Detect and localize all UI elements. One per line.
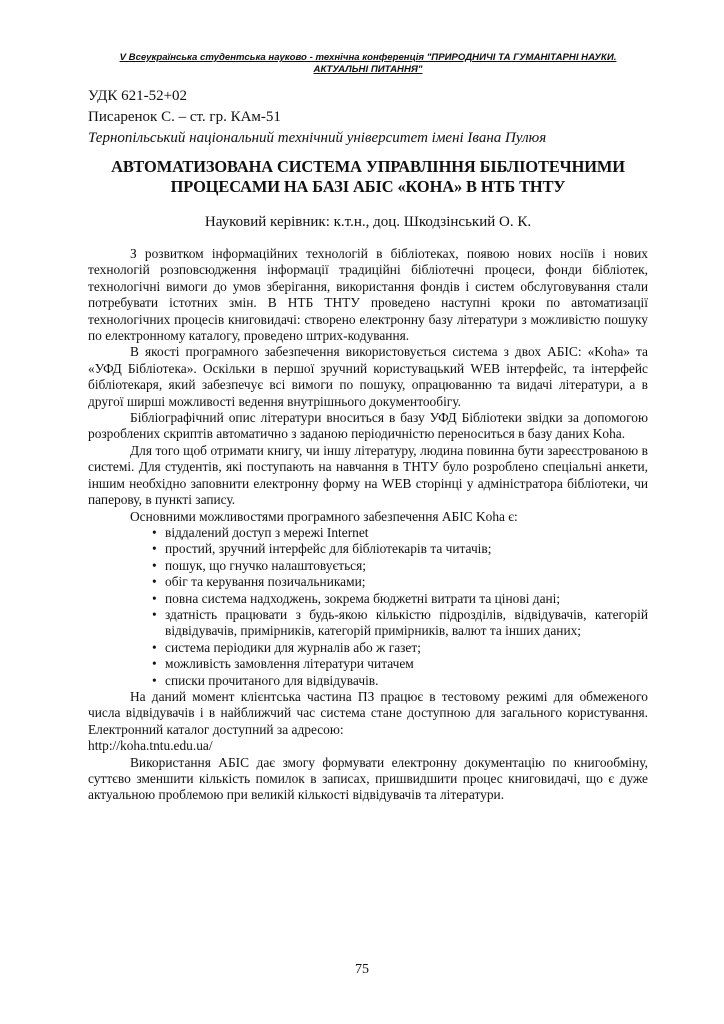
list-item: • здатність працювати з будь-якою кількістю підрозділів, відвідувачів, категорій відвідувачів, примірників, категорій примірників, валют та інших даних; (152, 606, 648, 639)
bullet-icon: • (152, 639, 157, 655)
list-item: • можливість замовлення літератури читачем (152, 656, 414, 672)
advisor-line: Науковий керівник: к.т.н., доц. Шкодзінський О. К. (204, 214, 532, 230)
article-body (88, 246, 648, 804)
conference-header (88, 52, 648, 76)
article-title-line1: АВТОМАТИЗОВАНА СИСТЕМА УПРАВЛІННЯ БІБЛІОТЕЧНИМИ (111, 157, 625, 176)
conference-header-line2: АКТУАЛЬНІ ПИТАННЯ" (313, 64, 423, 75)
bullet-icon: • (152, 656, 157, 672)
list-item: • віддалений доступ з мережі Internet (152, 524, 369, 540)
list-item: • пошук, що гнучко налаштовується; (152, 557, 367, 573)
university-line: Тернопільський національний технічний університет імені Івана Пулюя (88, 130, 547, 146)
list-item: • простий, зручний інтерфейс для бібліотекарів та читачів; (152, 541, 492, 557)
article-meta (88, 86, 648, 149)
paragraph-3: Бібліографічний опис літератури вноситься в базу УФД Бібліотеки звідки за допомогою розроблених скриптів автоматично з заданою періодичністю переноситься в базу даних Koha. (88, 410, 648, 442)
bullet-icon: • (152, 541, 157, 557)
article-title-line2: ПРОЦЕСАМИ НА БАЗІ АБІС «КОНА» В НТБ ТНТУ (170, 177, 566, 196)
paragraph-5: Основними можливостями програмного забезпечення АБІС Koha є: (130, 508, 518, 524)
bullet-icon: • (152, 574, 157, 590)
bullet-icon: • (152, 557, 157, 573)
catalog-url[interactable]: http://koha.tntu.edu.ua/ (88, 738, 213, 754)
list-item: • списки прочитаного для відвідувачів. (152, 672, 379, 688)
bullet-icon: • (152, 590, 157, 606)
author-line: Писаренок С. – ст. гр. КАм-51 (88, 109, 281, 125)
page-number: 75 (355, 962, 369, 977)
paragraph-2: В якості програмного забезпечення використовується система з двох АБІС: «Koha» та «УФД Бібліотека». Оскільки в першої зручний користувацький WEB інтерфейс, та інтерфейс бібліотекаря, який забезпечує всі вимоги по пошуку, опрацюванню та видачі літератури, а в другої ширші можливості ведення внутрішнього документообігу. (88, 344, 648, 409)
list-item: • обіг та керування позичальниками; (152, 574, 366, 590)
paragraph-1: З розвитком інформаційних технологій в бібліотеках, появою нових носіїв і нових технологій розповсюдження інформації традиційні бібліотечні процеси, фонди бібліотек, технологічні вимоги до умов зберігання, використання фондів і систем обслуговування стали потребувати істотних змін. В НТБ ТНТУ проведено наступні кроки по автоматизації технологічних процесів книговидачі: створено електронну базу літератури з можливістю пошуку по електронному каталогу, проведено штрих-кодування. (88, 246, 648, 344)
paragraph-7: Використання АБІС дає змогу формувати електронну документацію по книгообміну, суттєво зменшити кількість помилок в записах, пришвидшити процес книговидачі, що є дуже актуальною проблемою при великій кількості відвідувачів та літератури. (88, 754, 648, 803)
bullet-icon: • (152, 672, 157, 688)
list-item: • система періодики для журналів або ж газет; (152, 639, 421, 655)
paragraph-6: На даний момент клієнтська частина ПЗ працює в тестовому режимі для обмеженого числа відвідувачів і в найближчий час система стане доступною для загального користування. Електронний каталог доступний за адресою: (88, 688, 648, 737)
features-list (88, 525, 648, 689)
article-title (88, 157, 648, 197)
bullet-icon: • (152, 524, 157, 540)
list-item: • повна система надходжень, зокрема бюджетні витрати та цінові дані; (152, 590, 561, 606)
bullet-icon: • (152, 606, 157, 622)
udc-code: УДК 621-52+02 (88, 88, 188, 104)
conference-header-line1: V Всеукраїнська студентська науково - технічна конференція "ПРИРОДНИЧІ ТА ГУМАНІТАРНІ НАУКИ. (119, 52, 617, 63)
paragraph-4: Для того щоб отримати книгу, чи іншу літературу, людина повинна бути зареєстрованою в системі. Для студентів, які поступають на навчання в ТНТУ було розроблено спеціальні анкети, іншим необхідно заповнити електронну форму на WEB сторінці у адміністратора бібліотеки, чи паперову, в пункті запису. (88, 442, 648, 508)
